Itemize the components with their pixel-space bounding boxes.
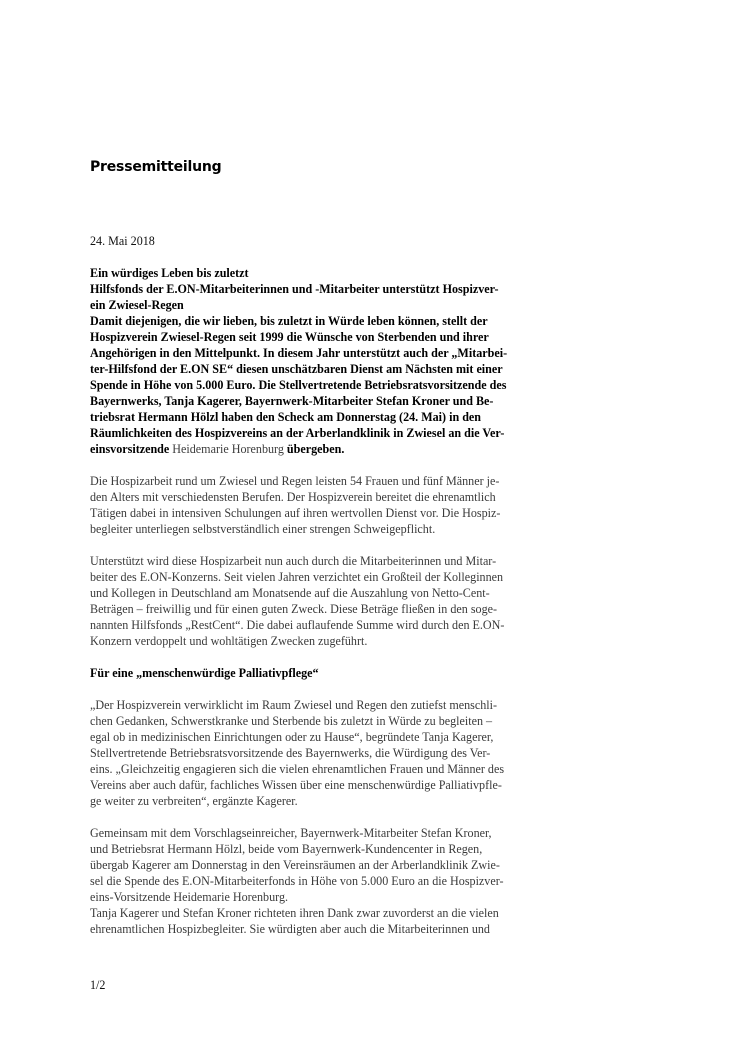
lead-line: Bayernwerks, Tanja Kagerer, Bayernwerk-Mitarbeiter Stefan Kroner und Be- — [90, 394, 494, 408]
paragraph-line: Vereins aber auch dafür, fachliches Wissen über eine menschenwürdige Palliativpfle- — [90, 778, 502, 792]
paragraph-line: und Betriebsrat Hermann Hölzl, beide vom Bayernwerk-Kundencenter in Regen, — [90, 842, 483, 856]
lead-line: Hilfsfonds der E.ON-Mitarbeiterinnen und -Mitarbeiter unterstützt Hospizver- — [90, 282, 499, 296]
paragraph-handover — [90, 825, 570, 937]
paragraph-line: ehrenamtlichen Hospizbegleiter. Sie würdigten aber auch die Mitarbeiterinnen und — [90, 922, 490, 936]
paragraph-line: egal ob in medizinischen Einrichtungen oder zu Hause“, begründete Tanja Kagerer, — [90, 730, 494, 744]
paragraph-line: Konzern verdoppelt und wohltätigen Zwecken zugeführt. — [90, 634, 368, 648]
paragraph-line: Beträgen – freiwillig und für einen guten Zweck. Diese Beträge fließen in den soge- — [90, 602, 498, 616]
lead-line: Räumlichkeiten des Hospizvereins an der Arberlandklinik in Zwiesel an die Ver- — [90, 426, 505, 440]
paragraph-line: ge weiter zu verbreiten“, ergänzte Kagerer. — [90, 794, 298, 808]
paragraph-line: Stellvertretende Betriebsratsvorsitzende des Bayernwerks, die Würdigung des Ver- — [90, 746, 491, 760]
paragraph-line: beiter des E.ON-Konzerns. Seit vielen Jahren verzichtet ein Großteil der Kolleginnen — [90, 570, 504, 584]
document-body — [90, 233, 570, 937]
paragraph-hospice-work — [90, 473, 570, 537]
handover-text-after: . — [285, 890, 289, 904]
paragraph-line: den Alters mit verschiedensten Berufen. Der Hospizverein bereitet die ehrenamtlich — [90, 490, 496, 504]
lead-section — [90, 265, 570, 457]
paragraph-line: sel die Spende des E.ON-Mitarbeiterfonds in Höhe von 5.000 Euro an die Hospizver- — [90, 874, 504, 888]
lead-line-last — [90, 441, 570, 457]
lead-line: Hospizverein Zwiesel-Regen seit 1999 die Wünsche von Sterbenden und ihrer — [90, 330, 489, 344]
lead-line: ter-Hilfsfond der E.ON SE“ diesen unschätzbaren Dienst am Nächsten mit einer — [90, 362, 503, 376]
paragraph-line: übergab Kagerer am Donnerstag in den Vereinsräumen an der Arberlandklinik Zwie- — [90, 858, 500, 872]
paragraph-restcent — [90, 553, 570, 649]
paragraph-line: nannten Hilfsfonds „RestCent“. Die dabei auflaufende Summe wird durch den E.ON- — [90, 618, 505, 632]
paragraph-line: begleiter unterliegen selbstverständlich einer strengen Schweigepflicht. — [90, 522, 436, 536]
paragraph-line: chen Gedanken, Schwerstkranke und Sterbende bis zuletzt in Würde zu begleiten – — [90, 714, 493, 728]
paragraph-line: Die Hospizarbeit rund um Zwiesel und Regen leisten 54 Frauen und fünf Männer je- — [90, 474, 500, 488]
lead-line: ein Zwiesel-Regen — [90, 298, 184, 312]
handover-text-before: eins-Vorsitzende — [90, 890, 174, 904]
paragraph-line-last — [90, 889, 570, 905]
lead-line: Damit diejenigen, die wir lieben, bis zuletzt in Würde leben können, stellt der — [90, 314, 488, 328]
section-subheading: Für eine „menschenwürdige Palliativpflege“ — [90, 666, 319, 680]
paragraph-line: Tätigen dabei in intensiven Schulungen auf ihren wertvollen Dienst vor. Die Hospiz- — [90, 506, 501, 520]
document-heading: Pressemitteilung — [90, 159, 222, 175]
lead-line: triebsrat Hermann Hölzl haben den Scheck am Donnerstag (24. Mai) in den — [90, 410, 482, 424]
chair-name: Heidemarie Horenburg — [172, 442, 284, 456]
paragraph-line: und Kollegen in Deutschland am Monatsende auf die Auszahlung von Netto-Cent- — [90, 586, 490, 600]
page-number: 1/2 — [90, 978, 106, 992]
paragraph-line: Unterstützt wird diese Hospizarbeit nun auch durch die Mitarbeiterinnen und Mitar- — [90, 554, 497, 568]
lead-text-after: übergeben. — [283, 442, 345, 456]
chair-name: Heidemarie Horenburg — [173, 890, 286, 904]
lead-line: Spende in Höhe von 5.000 Euro. Die Stellvertretende Betriebsratsvorsitzende des — [90, 378, 507, 392]
paragraph-line: „Der Hospizverein verwirklicht im Raum Zwiesel und Regen den zutiefst menschli- — [90, 698, 498, 712]
lead-line: Angehörigen in den Mittelpunkt. In diesem Jahr unterstützt auch der „Mitarbei- — [90, 346, 508, 360]
lead-line: Ein würdiges Leben bis zuletzt — [90, 266, 249, 280]
paragraph-quote — [90, 697, 570, 809]
press-date: 24. Mai 2018 — [90, 234, 155, 248]
paragraph-line: eins. „Gleichzeitig engagieren sich die vielen ehrenamtlichen Frauen und Männer des — [90, 762, 505, 776]
paragraph-line: Gemeinsam mit dem Vorschlagseinreicher, Bayernwerk-Mitarbeiter Stefan Kroner, — [90, 826, 492, 840]
paragraph-line: Tanja Kagerer und Stefan Kroner richteten ihren Dank zwar zuvorderst an die vielen — [90, 906, 499, 920]
lead-text-before: einsvorsitzende — [90, 442, 173, 456]
